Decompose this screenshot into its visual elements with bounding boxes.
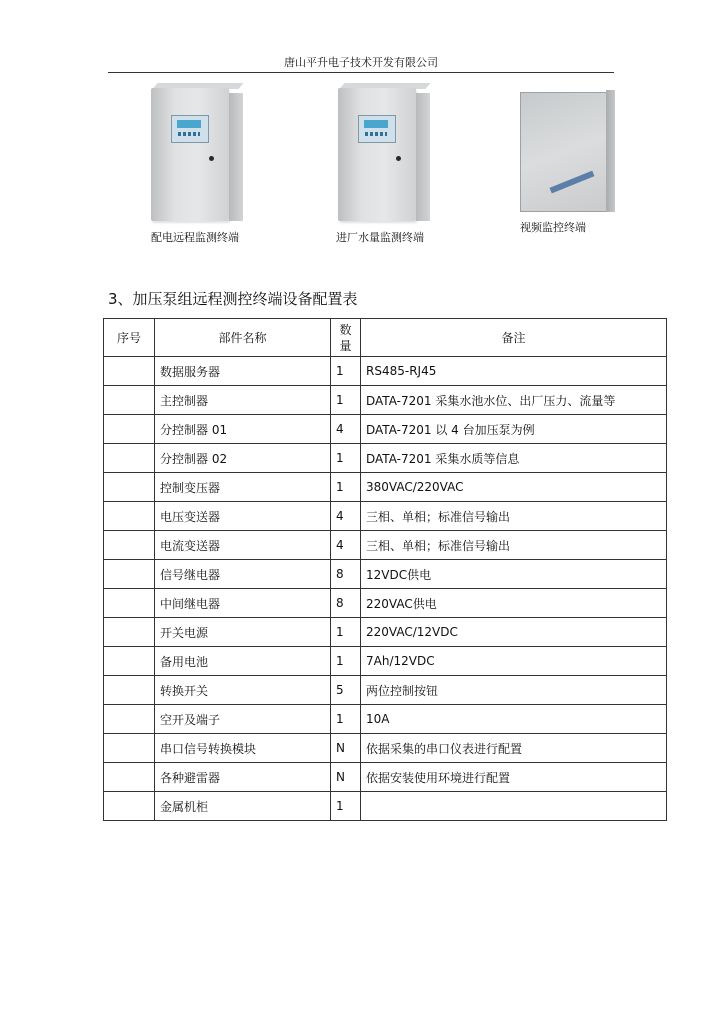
cell-no: [104, 473, 155, 502]
cell-no: [104, 357, 155, 386]
cell-name: 电流变送器: [155, 531, 331, 560]
cell-qty: N: [331, 734, 361, 763]
cell-note: 380VAC/220VAC: [361, 473, 667, 502]
cell-no: [104, 676, 155, 705]
cell-note: 220VAC/12VDC: [361, 618, 667, 647]
cell-no: [104, 734, 155, 763]
cell-name: 分控制器 02: [155, 444, 331, 473]
cell-qty: 1: [331, 473, 361, 502]
cell-no: [104, 502, 155, 531]
table-row: [104, 386, 667, 415]
cell-name: 数据服务器: [155, 357, 331, 386]
cell-name: 金属机柜: [155, 792, 331, 821]
section-title: 3、加压泵组远程测控终端设备配置表: [108, 290, 358, 308]
cell-note: 依据安装使用环境进行配置: [361, 763, 667, 792]
cell-qty: 4: [331, 415, 361, 444]
cell-name: 电压变送器: [155, 502, 331, 531]
cell-name: 转换开关: [155, 676, 331, 705]
cell-note: 12VDC供电: [361, 560, 667, 589]
cell-name: 信号继电器: [155, 560, 331, 589]
cell-qty: 1: [331, 444, 361, 473]
cell-qty: 8: [331, 560, 361, 589]
table-header-row: [104, 319, 667, 357]
cell-no: [104, 386, 155, 415]
table-row: [104, 589, 667, 618]
config-table: [103, 318, 667, 821]
cell-no: [104, 618, 155, 647]
table-row: [104, 647, 667, 676]
cell-name: 分控制器 01: [155, 415, 331, 444]
cell-no: [104, 531, 155, 560]
cell-note: DATA-7201 以 4 台加压泵为例: [361, 415, 667, 444]
cell-no: [104, 705, 155, 734]
cell-name: 串口信号转换模块: [155, 734, 331, 763]
page-header: [108, 54, 614, 73]
control-panel: [358, 115, 396, 143]
cell-no: [104, 792, 155, 821]
cell-note: [361, 792, 667, 821]
lock-icon: [396, 156, 401, 161]
table-row: [104, 792, 667, 821]
table-row: [104, 357, 667, 386]
cell-qty: 4: [331, 502, 361, 531]
cell-note: 7Ah/12VDC: [361, 647, 667, 676]
cell-no: [104, 647, 155, 676]
cell-qty: 1: [331, 357, 361, 386]
cell-no: [104, 415, 155, 444]
cell-note: 依据采集的串口仪表进行配置: [361, 734, 667, 763]
product-caption-1: 配电远程监测终端: [151, 231, 239, 244]
table-row: [104, 444, 667, 473]
table-row: [104, 618, 667, 647]
col-header-qty: 数量: [331, 319, 361, 357]
cell-qty: 8: [331, 589, 361, 618]
product-caption-2: 进厂水量监测终端: [336, 231, 424, 244]
cell-note: 两位控制按钮: [361, 676, 667, 705]
col-header-note: 备注: [361, 319, 667, 357]
cell-no: [104, 763, 155, 792]
cell-qty: 1: [331, 705, 361, 734]
table-row: [104, 473, 667, 502]
cell-no: [104, 589, 155, 618]
table-row: [104, 705, 667, 734]
table-row: [104, 502, 667, 531]
cell-name: 主控制器: [155, 386, 331, 415]
cell-qty: 4: [331, 531, 361, 560]
table-row: [104, 560, 667, 589]
cell-name: 备用电池: [155, 647, 331, 676]
col-header-name: 部件名称: [155, 319, 331, 357]
cell-note: 220VAC供电: [361, 589, 667, 618]
video-monitor-terminal-image: [518, 90, 616, 214]
cell-name: 控制变压器: [155, 473, 331, 502]
cell-note: DATA-7201 采集水质等信息: [361, 444, 667, 473]
cell-note: 10A: [361, 705, 667, 734]
table-row: [104, 734, 667, 763]
table-row: [104, 531, 667, 560]
cell-qty: N: [331, 763, 361, 792]
cell-note: DATA-7201 采集水池水位、出厂压力、流量等: [361, 386, 667, 415]
control-panel: [171, 115, 209, 143]
cell-name: 中间继电器: [155, 589, 331, 618]
cell-qty: 1: [331, 647, 361, 676]
product-caption-3: 视频监控终端: [520, 221, 586, 234]
cell-name: 开关电源: [155, 618, 331, 647]
cell-qty: 1: [331, 386, 361, 415]
table-row: [104, 763, 667, 792]
cell-note: 三相、单相；标准信号输出: [361, 502, 667, 531]
table-row: [104, 676, 667, 705]
lock-icon: [209, 156, 214, 161]
cell-no: [104, 444, 155, 473]
cell-name: 各种避雷器: [155, 763, 331, 792]
company-name: 唐山平升电子技术开发有限公司: [284, 56, 438, 69]
cell-qty: 1: [331, 618, 361, 647]
cell-qty: 1: [331, 792, 361, 821]
cell-note: RS485-RJ45: [361, 357, 667, 386]
cell-no: [104, 560, 155, 589]
cell-name: 空开及端子: [155, 705, 331, 734]
table-row: [104, 415, 667, 444]
cell-note: 三相、单相；标准信号输出: [361, 531, 667, 560]
cell-qty: 5: [331, 676, 361, 705]
col-header-no: 序号: [104, 319, 155, 357]
